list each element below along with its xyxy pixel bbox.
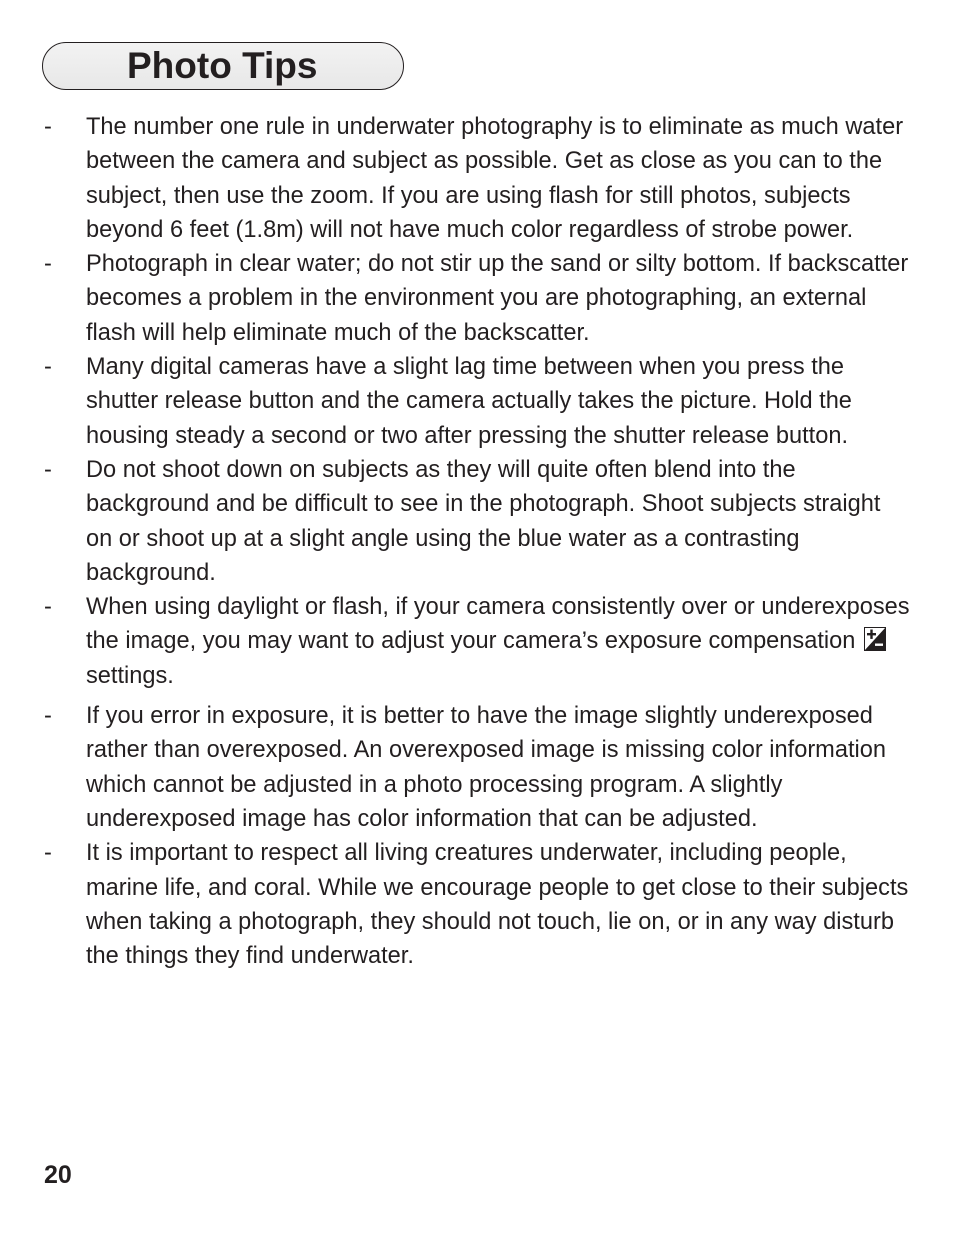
tip-item [40, 350, 910, 453]
tips-list [40, 110, 910, 973]
tip-text: The number one rule in underwater photography is to eliminate as much water between the camera and subject as possible. Get as close as you can to the subject, then use the zoom. If you are using flash for still photos, subjects beyond 6 feet (1.8m) will not have much color regardless of strobe power. [86, 114, 904, 243]
page-title: Photo Tips [127, 45, 318, 86]
list-dash: - [44, 114, 52, 140]
tip-text-after-icon: settings. [86, 662, 174, 689]
tip-item [40, 110, 910, 247]
tip-text: Photograph in clear water; do not stir up the sand or silty bottom. If backscatter becomes a problem in the environment you are photographing, an external flash will help eliminate much of the backscatter. [86, 251, 909, 346]
list-dash: - [44, 354, 52, 381]
tip-text: If you error in exposure, it is better to have the image slightly underexposed rather than overexposed. An overexposed image is missing color information which cannot be adjusted in a photo processing program. A slightly underexposed image has color information that can be adjusted. [86, 703, 886, 832]
exposure-compensation-icon [864, 627, 886, 651]
tip-text-before-icon: When using daylight or flash, if your camera consistently over or underexposes the image, you may want to adjust your camera’s exposure compensation [86, 594, 910, 655]
tip-item [40, 453, 910, 590]
tip-text: Do not shoot down on subjects as they will quite often blend into the background and be difficult to see in the photograph. Shoot subjects straight on or shoot up at a slight angle using the blue water as a contrasting background. [86, 456, 881, 586]
tip-item [40, 590, 910, 693]
tip-item [40, 699, 910, 836]
list-dash: - [44, 251, 52, 278]
list-dash: - [44, 703, 52, 730]
list-dash: - [44, 840, 52, 867]
list-dash: - [44, 456, 52, 483]
tip-item [40, 836, 910, 973]
tip-text: Many digital cameras have a slight lag time between when you press the shutter release button and the camera actually takes the picture. Hold the housing steady a second or two after pressing the shutter release button. [86, 354, 852, 449]
title-banner [42, 42, 404, 90]
page-number: 20 [44, 1161, 72, 1189]
tip-item [40, 247, 910, 350]
list-dash: - [44, 594, 52, 621]
tip-text: It is important to respect all living creatures underwater, including people, marine life, and coral. While we encourage people to get close to their subjects when taking a photograph, they should not touch, lie on, or in any way disturb the things they find underwater. [86, 840, 909, 970]
